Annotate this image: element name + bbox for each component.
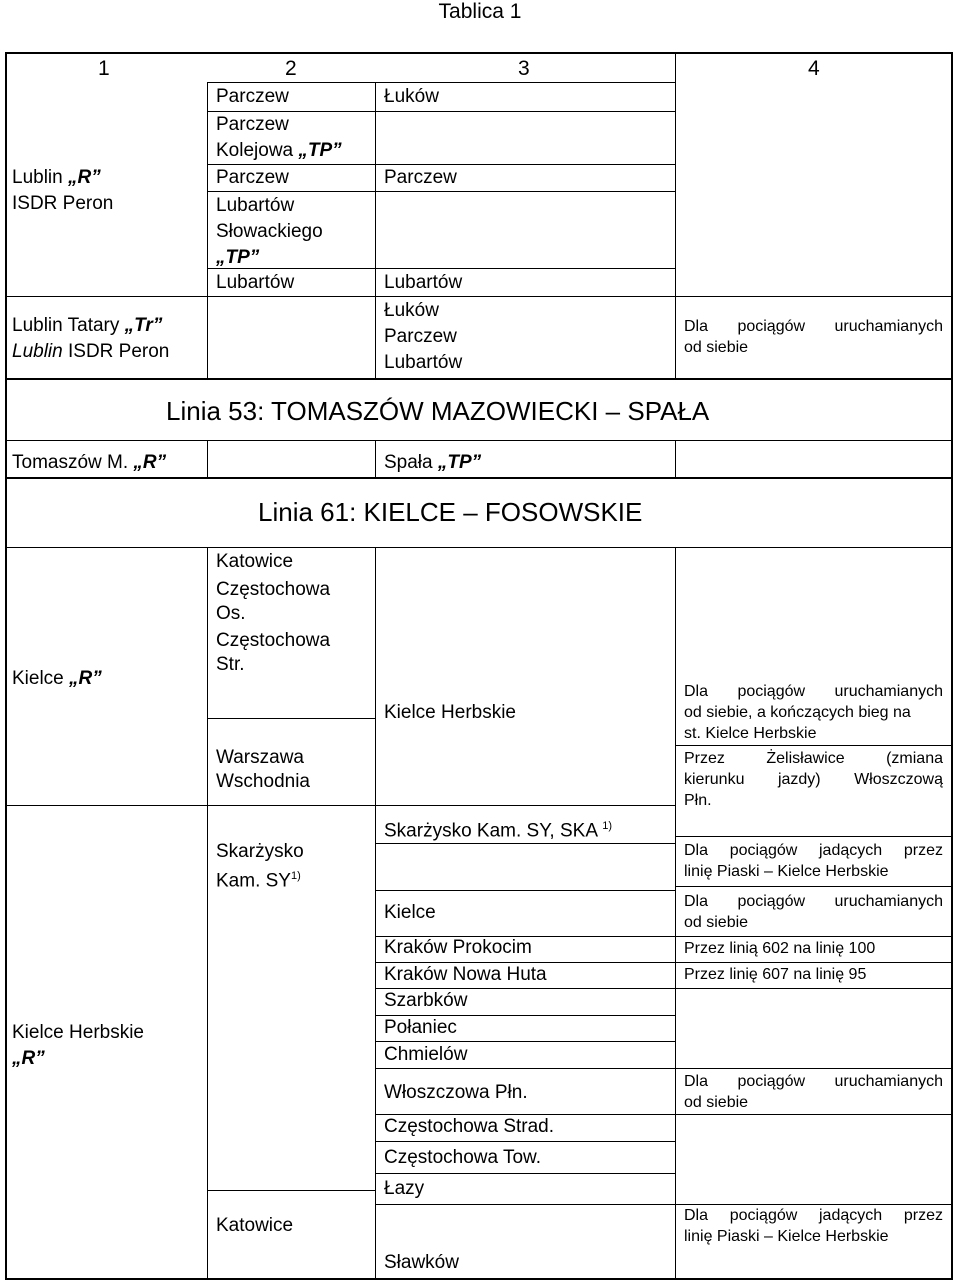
grid-line — [675, 440, 676, 478]
grid-line — [207, 547, 208, 1279]
grid-line — [5, 547, 951, 548]
cell-skarzysko-kam-sy: Skarżysko Kam. SY$^{1)}$ — [216, 841, 304, 892]
cell-wloszczowa: Włoszczowa Płn. — [384, 1082, 528, 1103]
cell-lazy: Łazy — [384, 1178, 425, 1199]
grid-line — [675, 988, 951, 989]
cell-katowice-2: Katowice — [216, 1215, 294, 1236]
grid-line — [675, 1068, 951, 1069]
station-tomaszow: Tomaszów M. „R” — [12, 452, 167, 473]
cell-krakow-prokocim: Kraków Prokocim — [384, 937, 532, 958]
grid-line — [375, 82, 376, 379]
column-header-4: 4 — [808, 57, 820, 80]
grid-line — [675, 52, 676, 379]
station-kielce: Kielce „R” — [12, 668, 102, 689]
cell-lubartow-2: Lubartów — [384, 272, 463, 293]
note-2: Przez Żelisławice (zmiana kierunku jazdy) Włoszczową Płn. — [684, 750, 943, 809]
grid-line — [675, 836, 951, 837]
grid-line — [375, 805, 675, 806]
note-4: Dla pociągów uruchamianych od siebie — [684, 893, 943, 931]
station-lublin-tatary: Lublin Tatary „Tr” Lublin ISDR Peron — [12, 315, 170, 362]
grid-line — [5, 805, 207, 806]
cell-parczew-kolejowa: Parczew Kolejowa „TP” — [216, 114, 342, 161]
cell-chmielow: Chmielów — [384, 1044, 468, 1065]
column-header-3: 3 — [518, 57, 530, 80]
cell-kielce: Kielce — [384, 902, 436, 923]
note-5: Przez linią 602 na linię 100 — [684, 940, 876, 957]
column-header-1: 1 — [98, 57, 110, 80]
cell-lukow-parczew-lubartow: Łuków Parczew Lubartów — [384, 300, 463, 373]
grid-line — [207, 191, 675, 192]
grid-line — [5, 52, 953, 54]
grid-line — [5, 378, 951, 380]
grid-line — [951, 52, 953, 1280]
column-header-2: 2 — [285, 57, 297, 80]
grid-line — [5, 477, 951, 479]
cell-lubartow: Lubartów — [216, 272, 295, 293]
grid-line — [675, 745, 951, 746]
cell-slawkow: Sławków — [384, 1252, 459, 1273]
cell-czestochowa-os: Częstochowa Os. — [216, 579, 331, 624]
grid-line — [675, 1114, 951, 1115]
grid-line — [375, 1141, 675, 1142]
grid-line — [675, 886, 951, 887]
cell-czestochowa-str: Częstochowa Str. — [216, 630, 331, 675]
grid-line — [675, 547, 676, 1279]
note-8: Dla pociągów jadących przez linię Piaski – Kielce Herbskie — [684, 1207, 943, 1245]
grid-line — [5, 296, 951, 297]
cell-czestochowa-strad: Częstochowa Strad. — [384, 1116, 555, 1137]
cell-katowice: Katowice — [216, 551, 294, 572]
grid-line — [207, 1190, 375, 1191]
cell-lukow: Łuków — [384, 86, 439, 107]
section-title-linia-61: Linia 61: KIELCE – FOSOWSKIE — [258, 497, 643, 527]
cell-kielce-herbskie: Kielce Herbskie — [384, 702, 516, 723]
cell-parczew: Parczew — [216, 86, 289, 107]
cell-lubartow-slowackiego: Lubartów Słowackiego „TP” — [216, 195, 323, 268]
grid-line — [5, 1278, 953, 1280]
note-7: Dla pociągów uruchamianych od siebie — [684, 1073, 943, 1111]
note-1: Dla pociągów uruchamianych od siebie, a kończących bieg na st. Kielce Herbskie — [684, 683, 943, 742]
grid-line — [675, 962, 951, 963]
cell-polaniec: Połaniec — [384, 1017, 457, 1038]
grid-line — [207, 718, 375, 719]
grid-line — [5, 440, 951, 441]
grid-line — [207, 440, 208, 478]
cell-warszawa-wschodnia: Warszawa Wschodnia — [216, 747, 310, 792]
grid-line — [5, 52, 7, 1280]
grid-line — [207, 82, 208, 379]
grid-line — [375, 890, 675, 891]
grid-line — [375, 1068, 675, 1069]
cell-szarbkow: Szarbków — [384, 990, 468, 1011]
grid-line — [375, 547, 376, 1279]
table-caption: Tablica 1 — [438, 0, 522, 23]
cell-skarzysko-sy-ska: Skarżysko Kam. SY, SKA $^{1)}$ — [384, 820, 613, 842]
station-kielce-herbskie: Kielce Herbskie „R” — [12, 1022, 144, 1069]
station-spala: Spała „TP” — [384, 452, 482, 473]
station-lublin: Lublin „R” ISDR Peron — [12, 167, 114, 214]
grid-line — [375, 1173, 675, 1174]
grid-line — [207, 82, 675, 83]
cell-czestochowa-tow: Częstochowa Tow. — [384, 1147, 542, 1168]
section-title-linia-53: Linia 53: TOMASZÓW MAZOWIECKI – SPAŁA — [166, 396, 710, 426]
grid-line — [375, 440, 376, 478]
cell-parczew-3: Parczew — [384, 167, 457, 188]
note-6: Przez linię 607 na linię 95 — [684, 966, 867, 983]
grid-line — [207, 805, 375, 806]
grid-line — [675, 936, 951, 937]
note-3: Dla pociągów jadących przez linię Piaski – Kielce Herbskie — [684, 842, 943, 880]
grid-line — [375, 1204, 675, 1205]
cell-krakow-nowa-huta: Kraków Nowa Huta — [384, 964, 547, 985]
cell-parczew-2: Parczew — [216, 167, 289, 188]
note-lublin: Dla pociągów uruchamianych od siebie — [684, 318, 943, 356]
